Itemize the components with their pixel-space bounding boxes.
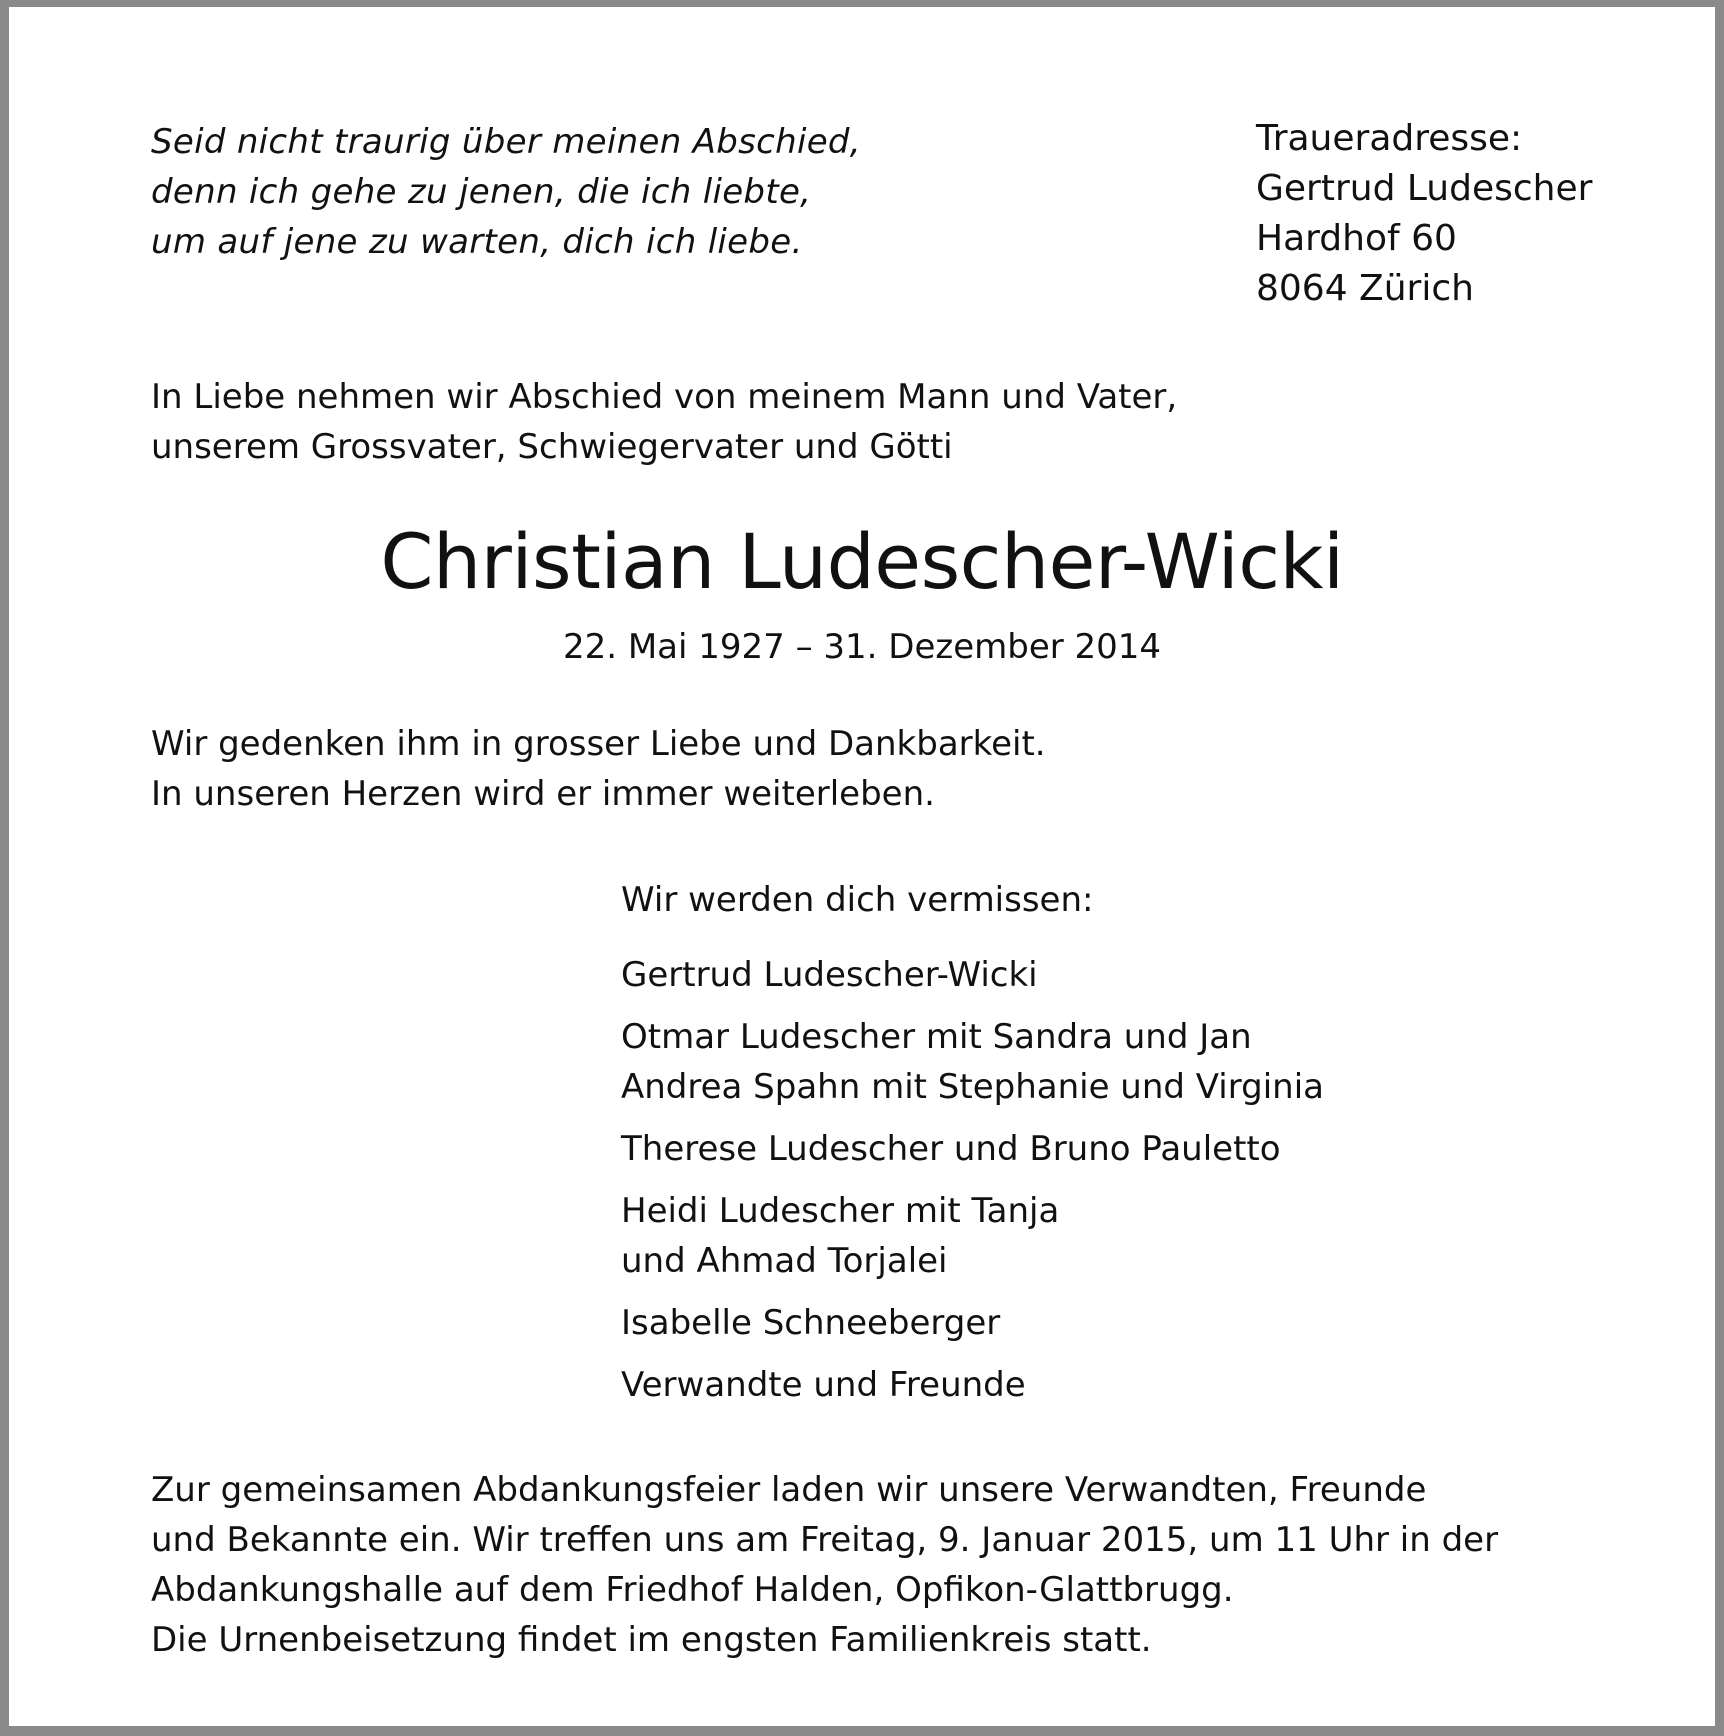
mourner-name: Therese Ludescher und Bruno Pauletto [621,1129,1281,1169]
mourner-group [621,1012,1324,1112]
intro-line: unserem Grossvater, Schwiegervater und Götti [151,427,953,467]
motto-quote [151,117,861,267]
obituary-notice [9,7,1715,1726]
ceremony-line: Abdankungshalle auf dem Friedhof Halden, Opfikon-Glattbrugg. [151,1570,1234,1610]
address-label: Traueradresse: [1256,118,1523,159]
mourner-group [621,1124,1324,1174]
mourner-name: Heidi Ludescher mit Tanja [621,1191,1060,1231]
remembrance-text [151,719,1046,819]
mourners-list [621,950,1324,1422]
motto-line: denn ich gehe zu jenen, die ich liebte, [151,172,812,212]
mourner-name: Verwandte und Freunde [621,1365,1026,1405]
mourning-address [1256,114,1592,314]
intro-line: In Liebe nehmen wir Abschied von meinem Mann und Vater, [151,377,1178,417]
mourner-group [621,1298,1324,1348]
mourner-name: und Ahmad Torjalei [621,1241,948,1281]
remembrance-line: In unseren Herzen wird er immer weiterleben. [151,774,935,814]
mourner-name: Isabelle Schneeberger [621,1303,1001,1343]
motto-line: um auf jene zu warten, dich ich liebe. [151,222,803,262]
mourner-group [621,1360,1324,1410]
intro-text [151,372,1177,472]
ceremony-line: Die Urnenbeisetzung findet im engsten Familienkreis statt. [151,1620,1152,1660]
address-street: Hardhof 60 [1256,218,1457,259]
mourner-name: Otmar Ludescher mit Sandra und Jan [621,1017,1252,1057]
life-dates: 22. Mai 1927 – 31. Dezember 2014 [562,627,1162,667]
mourner-group [621,950,1324,1000]
motto-line: Seid nicht traurig über meinen Abschied, [151,122,861,162]
mourners-heading: Wir werden dich vermissen: [621,880,1094,920]
mourner-group [621,1186,1324,1286]
remembrance-line: Wir gedenken ihm in grosser Liebe und Dankbarkeit. [151,724,1046,764]
ceremony-info [151,1465,1498,1665]
address-name: Gertrud Ludescher [1256,168,1593,209]
ceremony-line: Zur gemeinsamen Abdankungsfeier laden wir unsere Verwandten, Freunde [151,1470,1427,1510]
address-city: 8064 Zürich [1256,268,1474,309]
ceremony-line: und Bekannte ein. Wir treffen uns am Freitag, 9. Januar 2015, um 11 Uhr in der [151,1520,1499,1560]
mourner-name: Andrea Spahn mit Stephanie und Virginia [621,1067,1324,1107]
mourner-name: Gertrud Ludescher-Wicki [621,955,1038,995]
deceased-name: Christian Ludescher-Wicki [380,517,1344,606]
